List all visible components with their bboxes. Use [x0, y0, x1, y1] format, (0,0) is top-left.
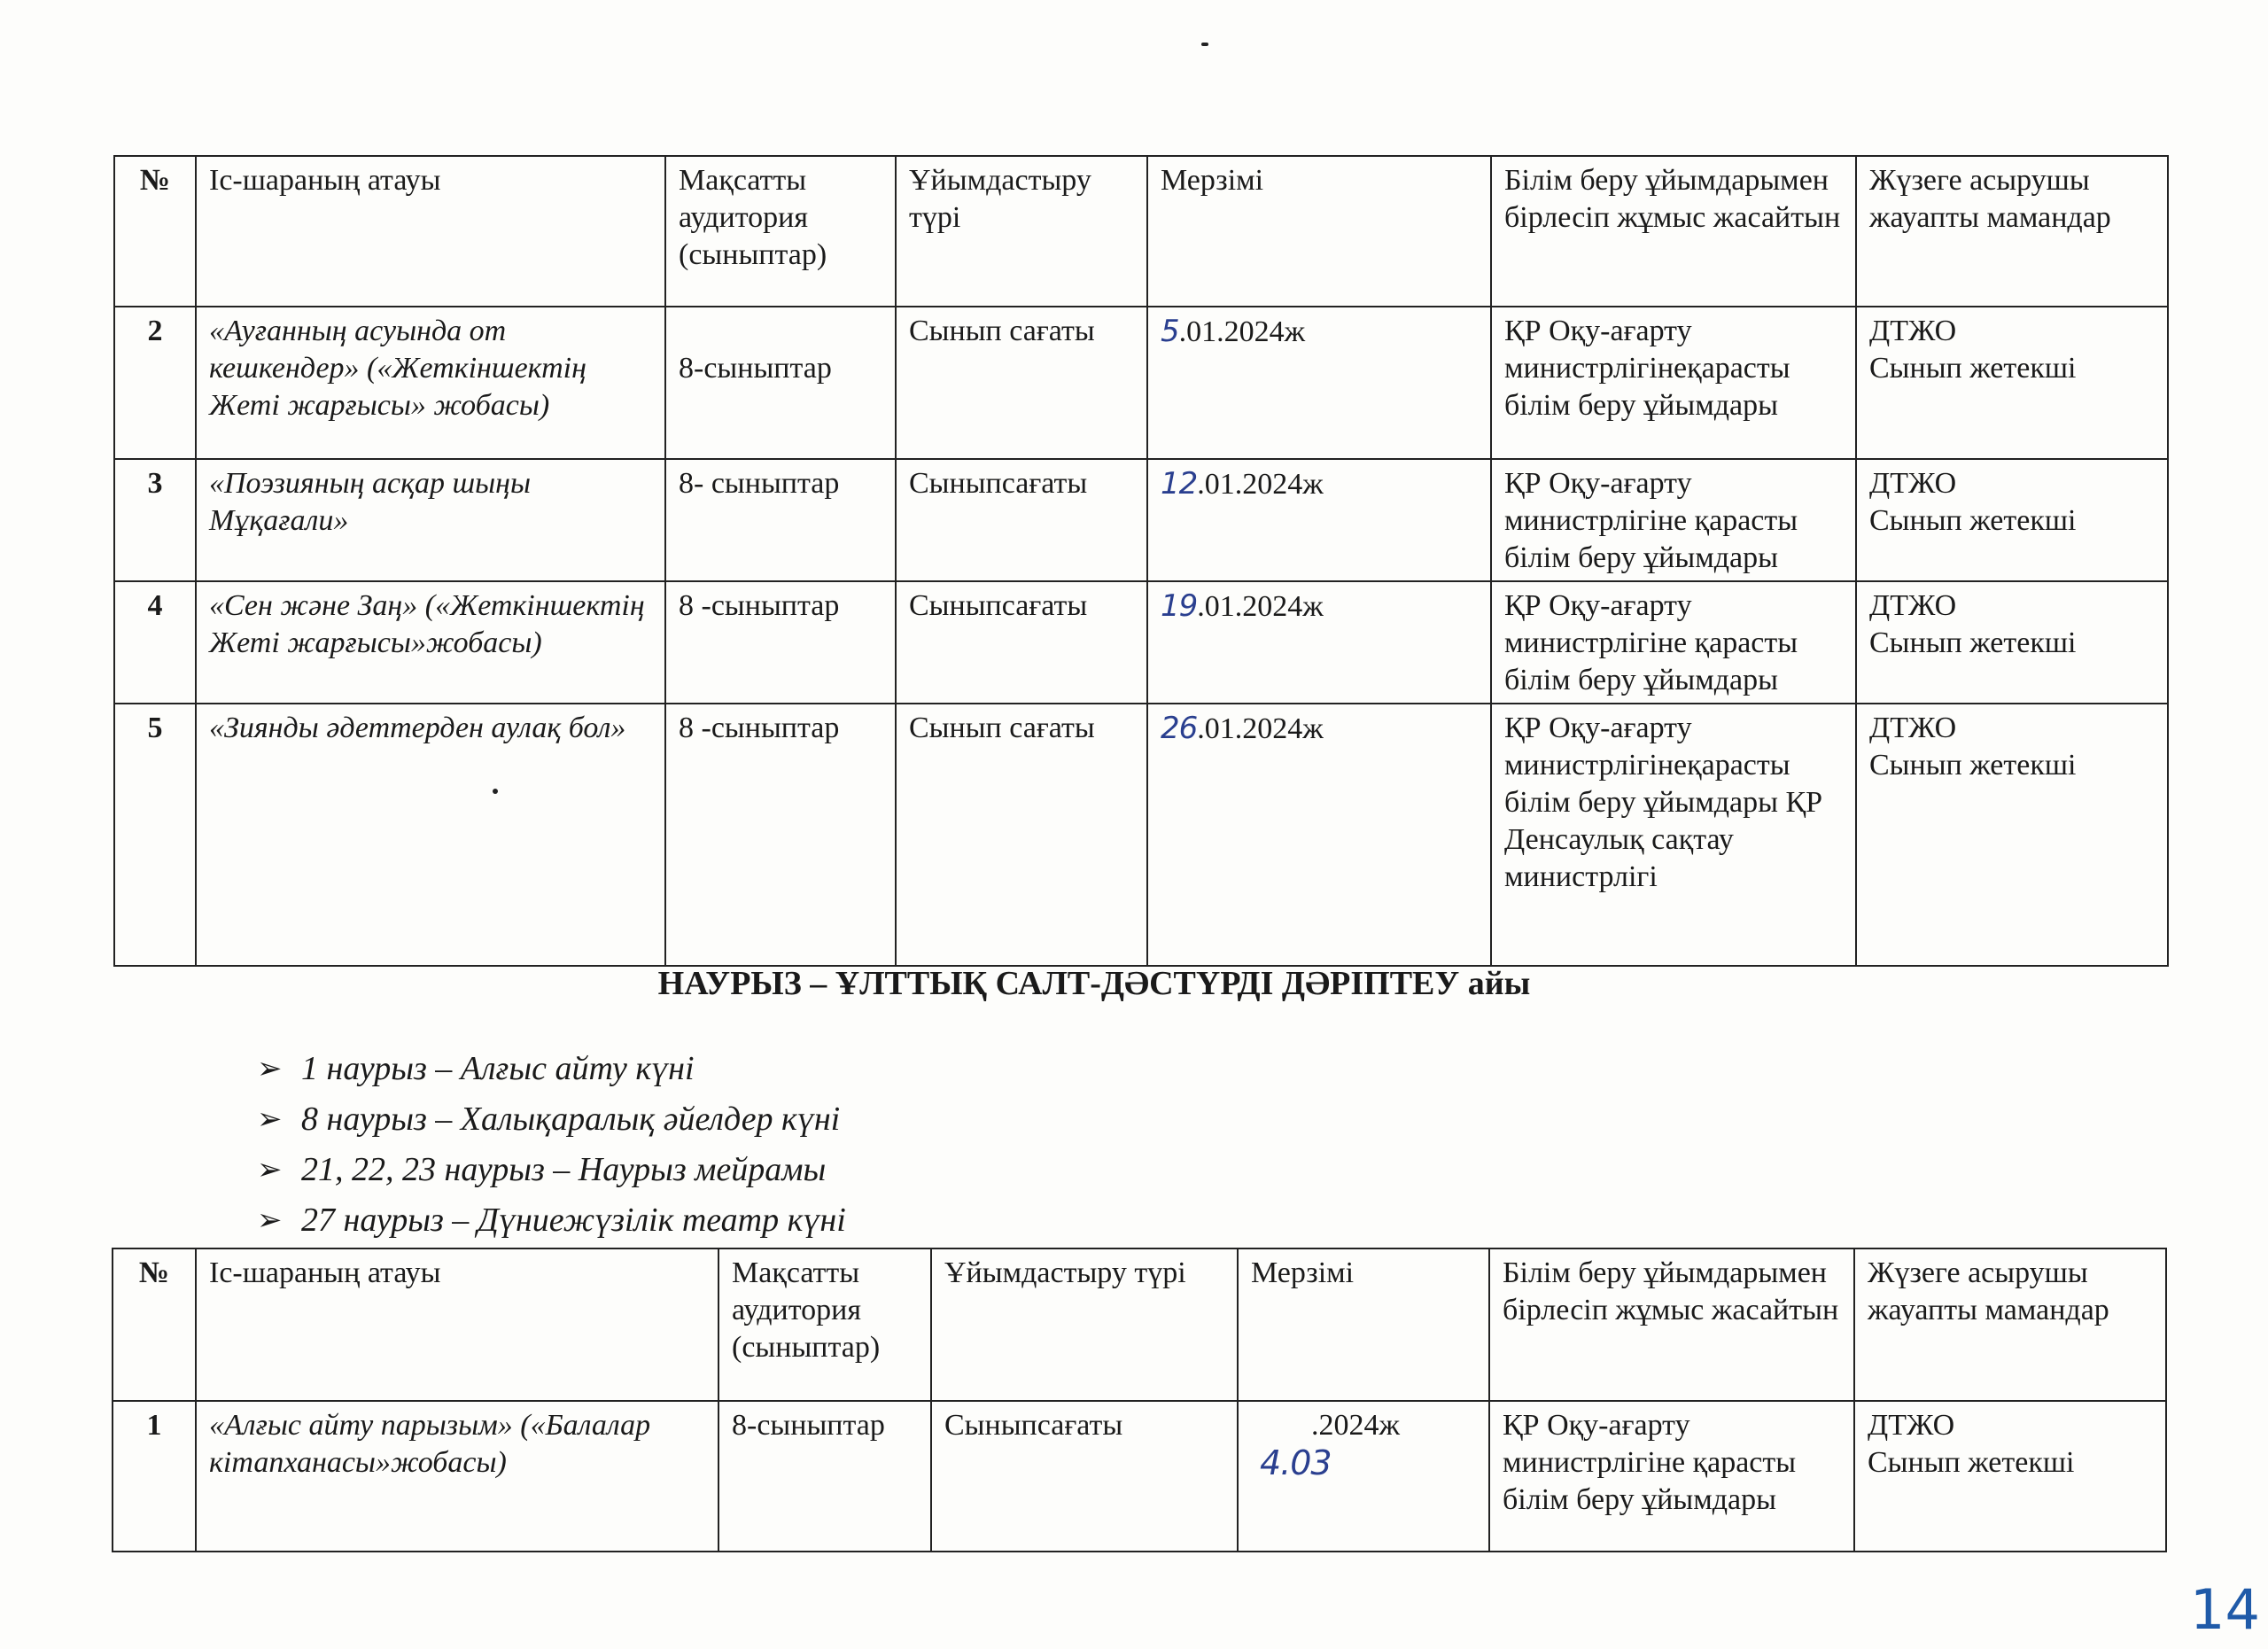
- responsible: [1856, 581, 2168, 704]
- date: [1147, 307, 1491, 459]
- audience: 8 -сыныптар: [665, 581, 896, 704]
- event-text: 1 наурыз – Алғыс айту күні: [301, 1050, 695, 1087]
- col-header-responsible: Жүзеге асырушы жауапты мамандар: [1854, 1248, 2166, 1401]
- responsible-2: Сынып жетекші: [1868, 1446, 2075, 1479]
- col-header-number: №: [113, 1248, 196, 1401]
- date: [1147, 581, 1491, 704]
- col-header-responsible: Жүзеге асырушы жауапты мамандар: [1856, 156, 2168, 307]
- printed-date: .2024ж: [1311, 1409, 1400, 1442]
- responsible-1: ДТЖО: [1868, 1409, 1955, 1442]
- printed-date: .01.2024ж: [1197, 590, 1324, 623]
- march-events-list: [257, 1044, 846, 1246]
- handwritten-day: 19: [1161, 588, 1198, 624]
- table-row: [113, 1401, 2166, 1552]
- responsible-2: Сынып жетекші: [1869, 352, 2077, 385]
- printed-date: .01.2024ж: [1178, 315, 1306, 348]
- date: [1238, 1401, 1489, 1552]
- handwritten-day: 5: [1161, 314, 1179, 349]
- handwritten-date: 4.03: [1260, 1443, 1332, 1482]
- responsible-2: Сынып жетекші: [1869, 626, 2077, 659]
- table-row: [114, 704, 2168, 966]
- col-header-partner: Білім беру ұйымдарымен бірлесіп жұмыс жасайтын: [1489, 1248, 1854, 1401]
- partner: ҚР Оқу-ағарту министрлігіне қарасты білім беру ұйымдары: [1491, 581, 1856, 704]
- form: Сыныпсағаты: [896, 581, 1147, 704]
- list-item: [257, 1094, 846, 1145]
- arrow-bullet-icon: ➢: [257, 1053, 283, 1085]
- col-header-form: Ұйымдастыру түрі: [931, 1248, 1238, 1401]
- responsible-1: ДТЖО: [1869, 315, 1957, 347]
- partner: ҚР Оқу-ағарту министрлігінеқарасты білім беру ұйымдары: [1491, 307, 1856, 459]
- col-header-audience: Мақсатты аудитория (сыныптар): [665, 156, 896, 307]
- col-header-date: Мерзімі: [1238, 1248, 1489, 1401]
- responsible: [1856, 459, 2168, 581]
- responsible-1: ДТЖО: [1869, 712, 1957, 744]
- event-name: «Зиянды әдеттерден аулақ бол»: [196, 704, 665, 966]
- page-number: 14: [2190, 1577, 2260, 1642]
- row-number: 3: [114, 459, 196, 581]
- partner: ҚР Оқу-ағарту министрлігіне қарасты білім беру ұйымдары: [1489, 1401, 1854, 1552]
- handwritten-day: 26: [1161, 711, 1198, 746]
- responsible-2: Сынып жетекші: [1869, 749, 2077, 782]
- responsible: [1854, 1401, 2166, 1552]
- march-events-table: [112, 1248, 2167, 1552]
- arrow-bullet-icon: ➢: [257, 1103, 283, 1136]
- responsible-1: ДТЖО: [1869, 467, 1957, 500]
- row-number: 2: [114, 307, 196, 459]
- table-row: [114, 581, 2168, 704]
- section-title: НАУРЫЗ – ҰЛТТЫҚ САЛТ-ДӘСТҮРДІ ДӘРІПТЕУ айы: [657, 965, 1531, 1002]
- audience: 8-сыныптар: [718, 1401, 931, 1552]
- january-events-table: [113, 155, 2169, 967]
- col-header-event-name: Іс-шараның атауы: [196, 1248, 718, 1401]
- responsible: [1856, 307, 2168, 459]
- list-item: [257, 1145, 846, 1195]
- audience-text: 8-сыныптар: [679, 352, 832, 385]
- table-header-row: [114, 156, 2168, 307]
- col-header-audience: Мақсатты аудитория (сыныптар): [718, 1248, 931, 1401]
- event-text: 21, 22, 23 наурыз – Наурыз мейрамы: [301, 1151, 827, 1188]
- scan-speck: [1201, 43, 1208, 46]
- col-header-event-name: Іс-шараның атауы: [196, 156, 665, 307]
- form: Сыныпсағаты: [896, 459, 1147, 581]
- table-row: [114, 459, 2168, 581]
- col-header-form: Ұйымдастыру түрі: [896, 156, 1147, 307]
- handwritten-day: 12: [1161, 466, 1198, 502]
- audience: 8 -сыныптар: [665, 704, 896, 966]
- arrow-bullet-icon: ➢: [257, 1204, 283, 1237]
- row-number: 5: [114, 704, 196, 966]
- audience: 8- сыныптар: [665, 459, 896, 581]
- form: Сынып сағаты: [896, 704, 1147, 966]
- partner: ҚР Оқу-ағарту министрлігіне қарасты білім беру ұйымдары: [1491, 459, 1856, 581]
- event-name: «Сен және Заң» («Жеткіншектің Жеті жарғысы»жобасы): [196, 581, 665, 704]
- responsible-2: Сынып жетекші: [1869, 504, 2077, 537]
- event-name: «Поэзияның асқар шыңы Мұқағали»: [196, 459, 665, 581]
- event-name: «Ауғанның асуында от кешкендер» («Жеткіншектің Жеті жарғысы» жобасы): [196, 307, 665, 459]
- row-number: 4: [114, 581, 196, 704]
- responsible-1: ДТЖО: [1869, 589, 1957, 622]
- date: [1147, 704, 1491, 966]
- event-name: «Алғыс айту парызым» («Балалар кітапханасы»жобасы): [196, 1401, 718, 1552]
- col-header-date: Мерзімі: [1147, 156, 1491, 307]
- arrow-bullet-icon: ➢: [257, 1154, 283, 1186]
- col-header-partner: Білім беру ұйымдарымен бірлесіп жұмыс жасайтын: [1491, 156, 1856, 307]
- event-text: 27 наурыз – Дүниежүзілік театр күні: [301, 1202, 846, 1239]
- printed-date: .01.2024ж: [1197, 468, 1324, 501]
- table-header-row: [113, 1248, 2166, 1401]
- row-number: 1: [113, 1401, 196, 1552]
- form: Сыныпсағаты: [931, 1401, 1238, 1552]
- form: Сынып сағаты: [896, 307, 1147, 459]
- partner: ҚР Оқу-ағарту министрлігінеқарасты білім беру ұйымдары ҚР Денсаулық сақтау министрлігі: [1491, 704, 1856, 966]
- scan-speck: [493, 789, 498, 794]
- list-item: [257, 1195, 846, 1246]
- list-item: [257, 1044, 846, 1094]
- responsible: [1856, 704, 2168, 966]
- date: [1147, 459, 1491, 581]
- table-row: [114, 307, 2168, 459]
- printed-date: .01.2024ж: [1197, 712, 1324, 745]
- event-text: 8 наурыз – Халықаралық әйелдер күні: [301, 1101, 841, 1138]
- col-header-number: №: [114, 156, 196, 307]
- audience: [665, 307, 896, 459]
